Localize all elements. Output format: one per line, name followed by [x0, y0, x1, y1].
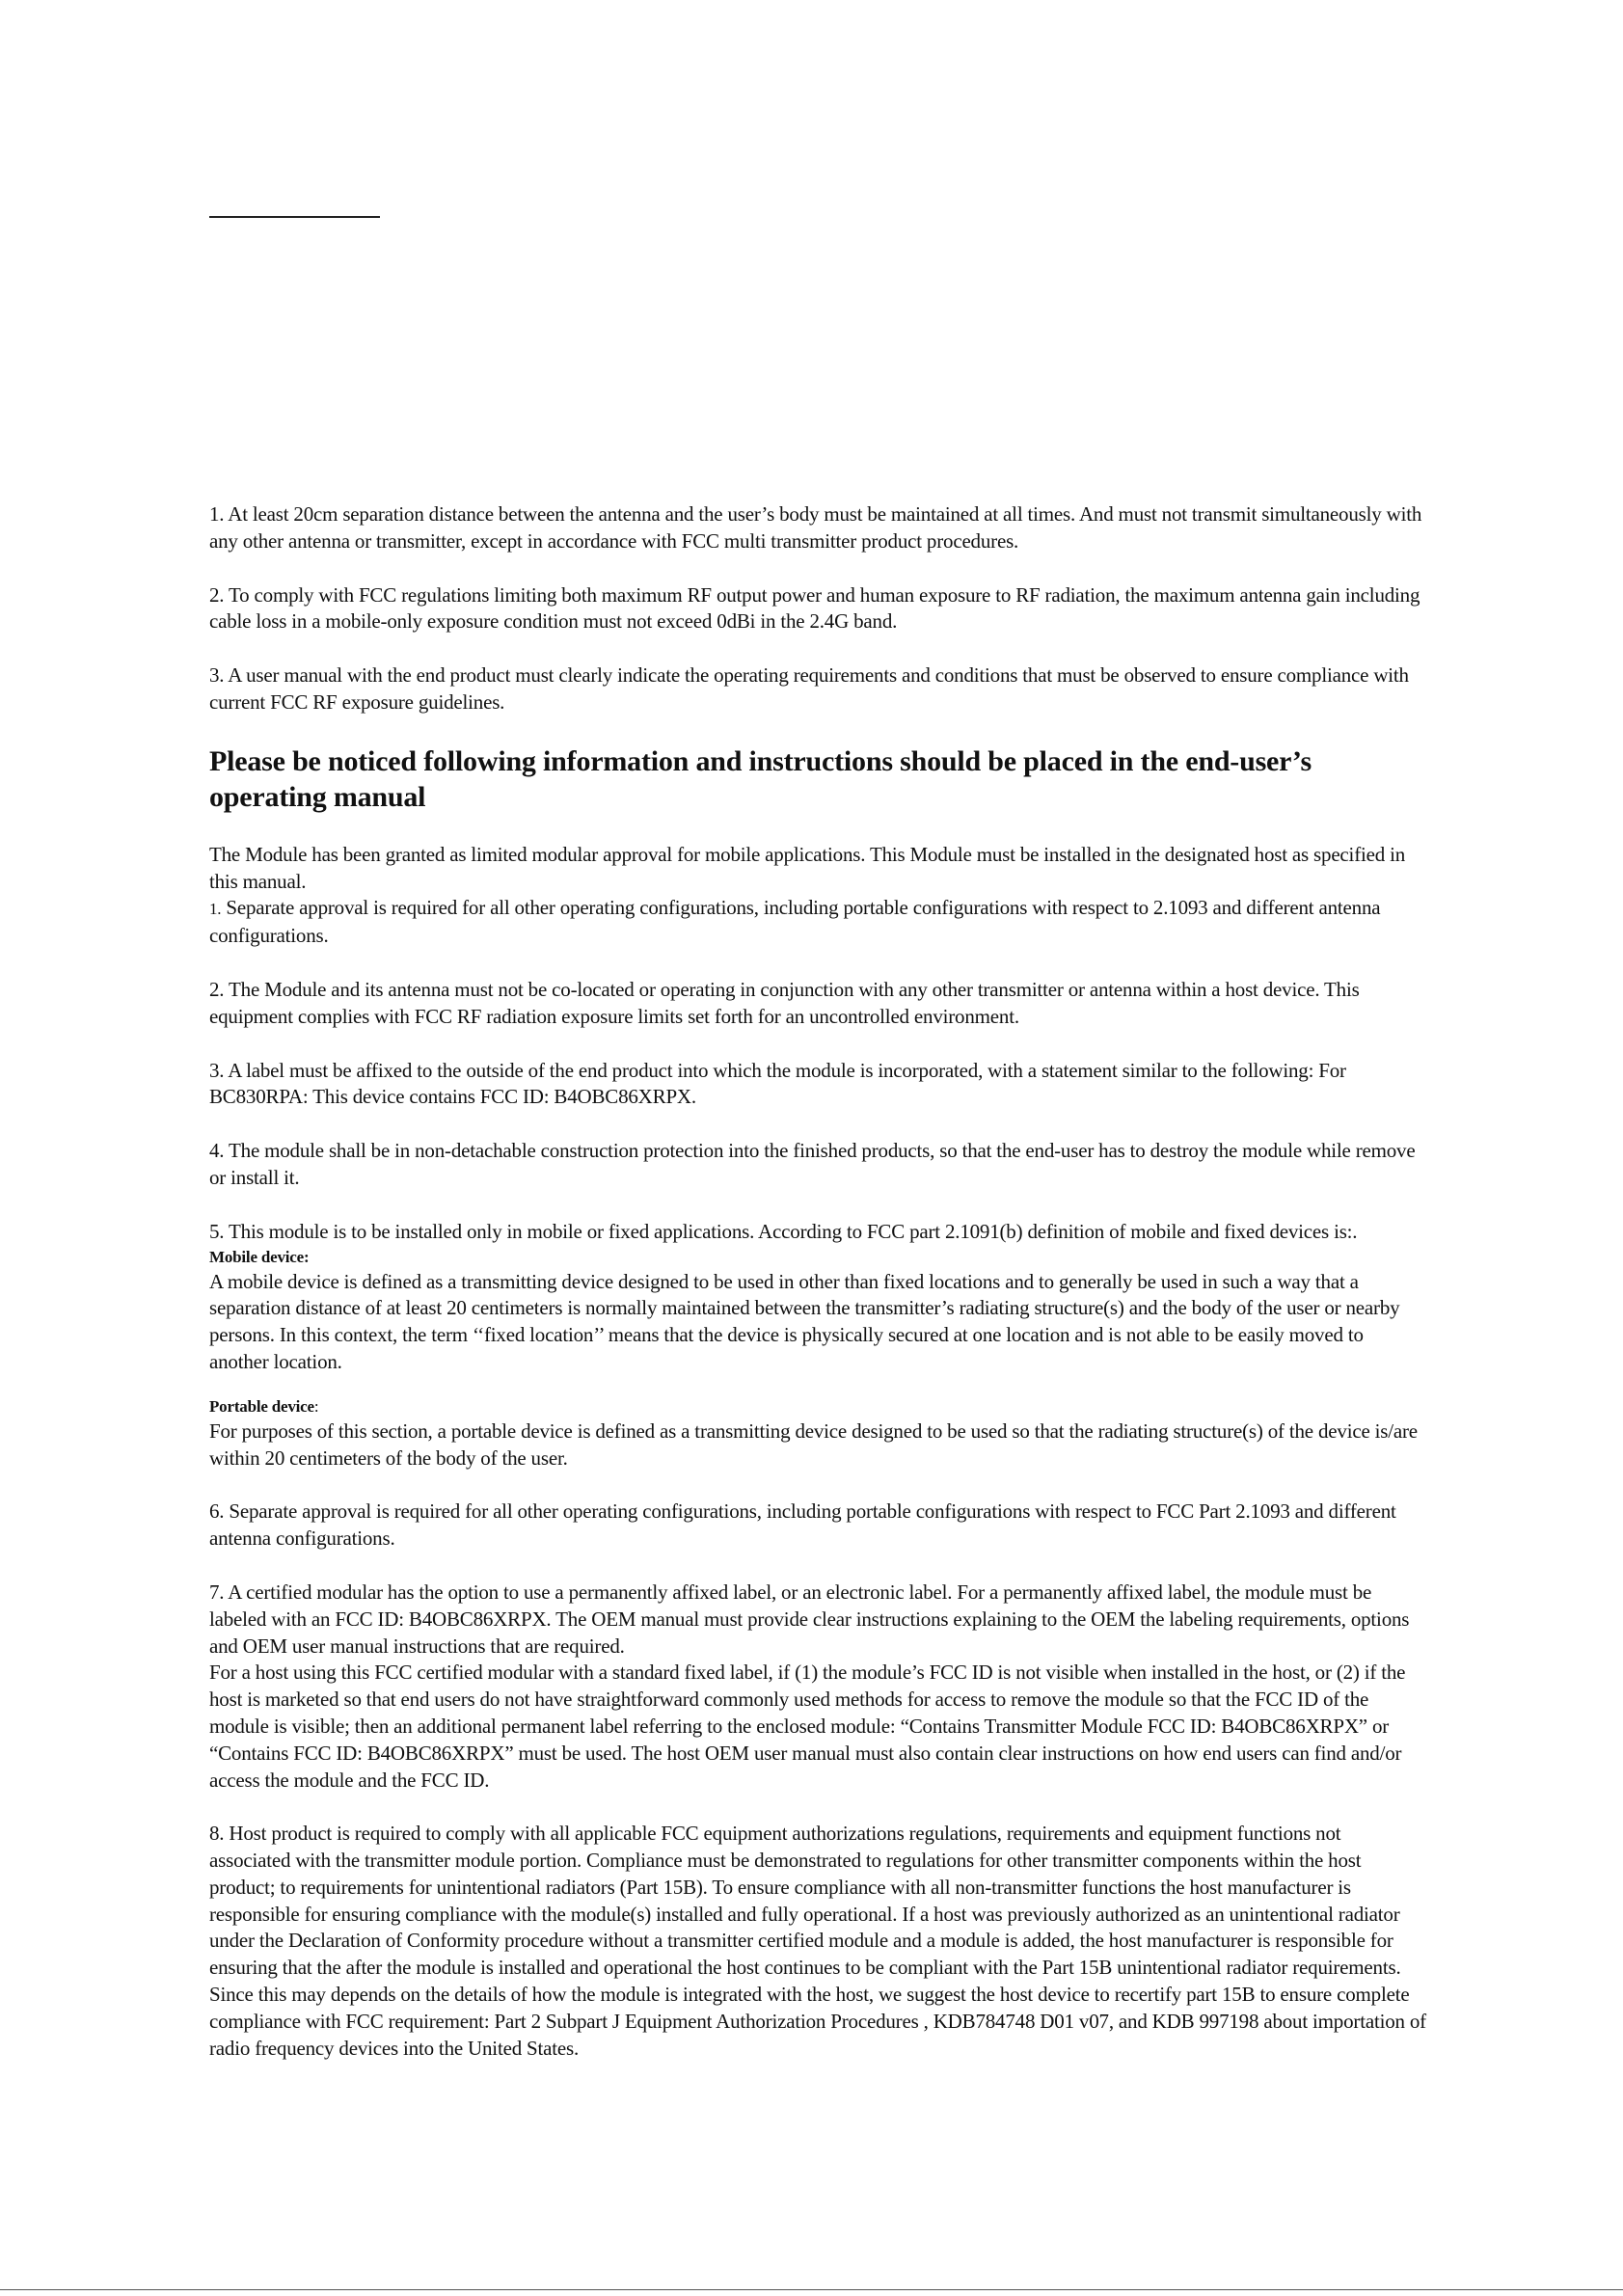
document-body [209, 501, 1426, 2062]
item-6: 6. Separate approval is required for all other operating configurations, including portable configurations with respect to FCC Part 2.1093 and different antenna configurations. [209, 1499, 1396, 1551]
item-2: 2. The Module and its antenna must not be co-located or operating in conjunction with any other transmitter or antenna within a host device. This equipment complies with FCC RF radiation exposure limits set forth for an uncontrolled environment. [209, 977, 1360, 1028]
item-1-text: Separate approval is required for all other operating configurations, including portable configurations with respect to 2.1093 and different antenna configurations. [209, 896, 1381, 948]
intro-point-1: 1. At least 20cm separation distance between the antenna and the user’s body must be maintained at all times. And must not transmit simultaneously with any other antenna or transmitter, except in accordance with FCC multi transmitter product procedures. [209, 502, 1422, 553]
intro-point-2: 2. To comply with FCC regulations limiting both maximum RF output power and human exposure to RF radiation, the maximum antenna gain including cable loss in a mobile-only exposure condition must not exceed 0dBi in the 2.4G band. [209, 582, 1420, 634]
portable-device-colon: : [313, 1396, 319, 1416]
item-8: 8. Host product is required to comply with all applicable FCC equipment authorizations regulations, requirements and equipment functions not associated with the transmitter module portion. Compliance must be demonstrated to regulations for other transmitter components within the host product; to requirements for unintentional radiators (Part 15B). To ensure compliance with all non-transmitter functions the host manufacturer is responsible for ensuring compliance with the module(s) installed and fully operational. If a host was previously authorized as an unintentional radiator under the Declaration of Conformity procedure without a transmitter certified module and a module is added, the host manufacturer is responsible for ensuring that the after the module is installed and operational the host continues to be compliant with the Part 15B unintentional radiator requirements. Since this may depends on the details of how the module is integrated with the host, we suggest the host device to recertify part 15B to ensure complete compliance with FCC requirement: Part 2 Subpart J Equipment Authorization Procedures , KDB784748 D01 v07, and KDB 997198 about importation of radio frequency devices into the United States. [209, 1822, 1426, 2060]
portable-device-heading [209, 1395, 1426, 1418]
intro-point-3: 3. A user manual with the end product must clearly indicate the operating requirements and conditions that must be observed to ensure compliance with current FCC RF exposure guidelines. [209, 663, 1409, 714]
section-heading: Please be noticed following information and instructions should be placed in the end-user’s operating manual [209, 744, 1312, 813]
portable-device-definition: For purposes of this section, a portable device is defined as a transmitting device designed to be used so that the radiating structure(s) of the device is/are within 20 centimeters of the body of the user. [209, 1418, 1418, 1470]
footer-rule [0, 2289, 1623, 2290]
portable-device-label: Portable device [209, 1396, 314, 1416]
header-rule [209, 216, 380, 218]
mobile-device-label: Mobile device: [209, 1247, 310, 1266]
module-intro: The Module has been granted as limited modular approval for mobile applications. This Module must be installed in the designated host as specified in this manual. [209, 842, 1406, 893]
item-7-labeling: 7. A certified modular has the option to use a permanently affixed label, or an electronic label. For a permanently affixed label, the module must be labeled with an FCC ID: B4OBC86XRPX. The OEM manual must provide clear instructions explaining to the OEM the labeling requirements, options and OEM user manual instructions that are required. [209, 1580, 1410, 1658]
item-5: 5. This module is to be installed only in mobile or fixed applications. According to FCC part 2.1091(b) definition of mobile and fixed devices is:. [209, 1219, 1358, 1243]
item-3: 3. A label must be affixed to the outside of the end product into which the module is incorporated, with a statement similar to the following: For BC830RPA: This device contains FCC ID: B4OBC86XRPX. [209, 1058, 1346, 1109]
mobile-device-definition: A mobile device is defined as a transmitting device designed to be used in other than fixed locations and to generally be used in such a way that a separation distance of at least 20 centimeters is normally maintained between the transmitter’s radiating structure(s) and the body of the user or nearby persons. In this context, the term ‘‘fixed location’’ means that the device is physically secured at one location and is not able to be easily moved to another location. [209, 1269, 1400, 1373]
item-1 [209, 895, 1426, 950]
item-4: 4. The module shall be in non-detachable construction protection into the finished products, so that the end-user has to destroy the module while remove or install it. [209, 1139, 1416, 1189]
item-7-host-label: For a host using this FCC certified modular with a standard fixed label, if (1) the module’s FCC ID is not visible when installed in the host, or (2) if the host is marketed so that end users do not have straightforward commonly used methods for access to remove the module so that the FCC ID of the module is visible; then an additional permanent label referring to the enclosed module: “Contains Transmitter Module FCC ID: B4OBC86XRPX” or “Contains FCC ID: B4OBC86XRPX” must be used. The host OEM user manual must also contain clear instructions on how end users can find and/or access the module and the FCC ID. [209, 1661, 1406, 1792]
item-1-number: 1. [209, 900, 222, 919]
